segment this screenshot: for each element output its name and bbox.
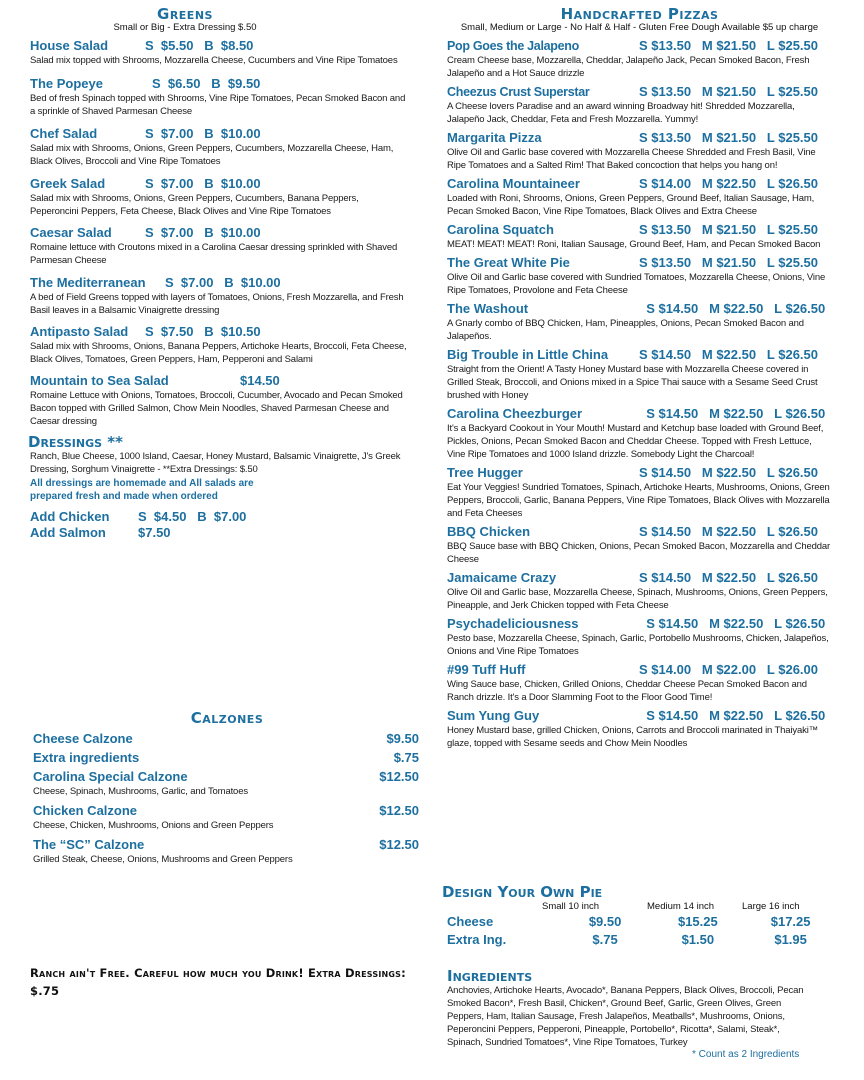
pizza-desc: Eat Your Veggies! Sundried Tomatoes, Spinach, Artichoke Hearts, Mushrooms, Onions, Green Peppers, Broccoli, Garlic, Banana Peppers, Vine Ripe Tomatoes, Black Olives with Mozzarella and Feta Cheeses [447,482,830,519]
pizza-head [447,524,837,540]
pizza-desc: Straight from the Orient! A Tasty Honey Mustard base with Mozzarella Cheese covered in Grilled Steak, Broccoli, and Onions mixed in a Spice Thai sauce with a Sesame Seed Crust brushed with Honey [447,364,818,401]
pizza-head [447,708,837,724]
calzone-row [33,837,419,853]
ranch-note [30,964,430,1000]
salad-desc: Salad mix with Shrooms, Onions, Green Peppers, Cucumbers, Mozzarella Cheese, Ham, Black Olives, Broccoli and Vine Ripe Tomatoes [30,143,394,167]
pizza-item [447,708,837,750]
salad-desc: A bed of Field Greens topped with layers of Tomatoes, Onions, Fresh Mozzarella, and Fresh Basil leaves in a Balsamic Vinaigrette dressing [30,292,404,316]
calzone-item [33,750,421,766]
calzone-item [33,731,421,747]
calzone-row [33,731,419,747]
pizza-price: S $14.00 M $22.50 L $26.50 [639,176,818,191]
pizza-item [447,255,837,297]
pizza-desc: A Cheese lovers Paradise and an award winning Broadway hit! Shredded Mozzarella, Jalapeño Jack, Cheddar, Feta and Fresh Mozzarella. Yummy! [447,101,795,125]
pizza-desc: Honey Mustard base, grilled Chicken, Onions, Carrots and Broccoli marinated in Thaiyaki™ glaze, topped with Sesame seeds and Chow Mein Noodles [447,725,819,749]
salad-name: Chef Salad [30,126,98,141]
pizza-desc: MEAT! MEAT! MEAT! Roni, Italian Sausage, Ground Beef, Ham, and Pecan Smoked Bacon [447,239,821,250]
calzone-desc: Cheese, Chicken, Mushrooms, Onions and Green Peppers [33,820,274,831]
salad-desc: Romaine lettuce with Croutons mixed in a Carolina Caesar dressing sprinkled with Shaved Parmesan Cheese [30,242,398,266]
pizza-name: Carolina Mountaineer [447,176,580,191]
salad-price: S $7.00 B $10.00 [145,225,261,240]
pizzas-section [447,6,837,34]
pizza-name: Sum Yung Guy [447,708,540,723]
pizza-name: The Washout [447,301,529,316]
salad-item [30,76,430,118]
calzone-item [33,769,421,798]
pizza-item [447,570,837,612]
pizza-head [447,301,837,317]
pizza-price: S $13.50 M $21.50 L $25.50 [639,84,818,99]
salad-item [30,275,430,317]
greens-list [30,38,430,428]
salad-price: S $7.50 B $10.50 [145,324,261,339]
calzone-desc: Grilled Steak, Cheese, Onions, Mushrooms and Green Peppers [33,854,293,865]
design-price: $1.50 [681,932,715,947]
ingredients-desc: Anchovies, Artichoke Hearts, Avocado*, Banana Peppers, Black Olives, Broccoli, Pecan Smoked Bacon*, Fresh Basil, Chicken*, Ground Beef, Garlic, Green Olives, Green Peppers, Ham, Italian Sausage, Fresh Jalapeños, Meatballs*, Mushrooms, Onions, Peperoncini Peppers, Pepperoni, Pineapple, Portobello*, Ricotta*, Salami, Steak*, Spinach, Sundried Tomatoes*, Vine Ripe Tomatoes, Turkey [447,985,804,1048]
pizza-desc: Loaded with Roni, Shrooms, Onions, Green Peppers, Ground Beef, Italian Sausage, Ham, Pecan Smoked Bacon, Vine Ripe Tomatoes, Black Olives and Extra Cheese [447,193,815,217]
calzone-item [33,837,421,866]
calzone-price: $12.50 [379,769,419,784]
design-rows [447,913,837,949]
pizza-name: BBQ Chicken [447,524,531,539]
salad-name: Greek Salad [30,176,106,191]
addon-row [30,525,430,541]
pizza-head [447,662,837,678]
pizza-head [447,130,837,146]
calzone-price: $9.50 [386,731,419,746]
pizza-head [447,38,837,54]
salad-desc: Salad mix with Shrooms, Onions, Green Peppers, Cucumbers, Banana Peppers, Peperoncini Peppers, Feta Cheese, Black Olives and Vine Ripe Tomatoes [30,193,359,217]
salad-item-head [30,373,430,389]
pizzas-subtitle: Small, Medium or Large - No Half & Half - Gluten Free Dough Available $5 up charge [460,22,819,33]
greens-section [30,6,340,34]
ingredients-note: * Count as 2 Ingredients [692,1049,800,1060]
pizza-name: Psychadeliciousness [447,616,579,631]
dressings-note: All dressings are homemade and All salads are prepared fresh and made when ordered [30,478,254,502]
pizza-head [447,255,837,271]
size-large-label: Large 16 inch [742,901,800,912]
calzone-price: $12.50 [379,837,419,852]
salad-name: House Salad [30,38,109,53]
ingredients-title: Ingredients [447,967,533,985]
salad-item-head [30,176,430,192]
pizza-desc: Olive Oil and Garlic base, Mozzarella Cheese, Spinach, Mushrooms, Onions, Green Peppers, Pineapple, and Jerk Chicken topped with Feta Cheese [447,587,828,611]
salad-item [30,126,430,168]
salad-price: S $6.50 B $9.50 [152,76,261,91]
calzone-row [33,769,419,785]
size-medium-label: Medium 14 inch [647,901,715,912]
dressings-desc: Ranch, Blue Cheese, 1000 Island, Caesar, Honey Mustard, Balsamic Vinaigrette, J's Greek Dressing, Sorghum Vinaigrette - **Extra Dressings: $.50 [30,451,401,475]
ingredients-section [447,968,832,1061]
calzone-item [33,803,421,832]
size-small-label: Small 10 inch [542,901,600,912]
pizza-name: Tree Hugger [447,465,523,480]
salad-item [30,324,430,366]
pizza-item [447,38,837,80]
salad-price: S $5.50 B $8.50 [145,38,254,53]
calzone-name: Chicken Calzone [33,803,138,818]
salad-desc: Bed of fresh Spinach topped with Shrooms, Vine Ripe Tomatoes, Pecan Smoked Bacon and a sprinkle of Shaved Parmesan Cheese [30,93,406,117]
pizza-item [447,176,837,218]
pizza-name: The Great White Pie [447,255,570,270]
salad-price: S $7.00 B $10.00 [145,176,261,191]
design-row [447,913,837,931]
addon-price: $7.50 [138,525,171,540]
addon-list [30,509,430,541]
pizza-price: S $14.00 M $22.00 L $26.00 [639,662,818,677]
salad-item [30,176,430,218]
salad-price: S $7.00 B $10.00 [145,126,261,141]
salad-item-head [30,38,430,54]
pizza-name: Pop Goes the Jalapeno [447,39,579,53]
pizza-price: S $14.50 M $22.50 L $26.50 [639,570,818,585]
salad-item-head [30,324,430,340]
pizza-name: Jamaicame Crazy [447,570,557,585]
pizza-price: S $14.50 M $22.50 L $26.50 [639,406,826,421]
pizza-item [447,84,837,126]
pizza-head [447,406,837,422]
pizza-item [447,465,837,520]
pizza-price: S $14.50 M $22.50 L $26.50 [639,616,826,631]
greens-title: Greens [157,5,213,23]
pizza-desc: Olive Oil and Garlic base covered with Sundried Tomatoes, Mozzarella Cheese, Onions, Vine Ripe Tomatoes, Provolone and Feta Cheese [447,272,826,296]
dressings-title: Dressings ** [28,433,123,451]
design-section [442,884,837,949]
salad-name: Mountain to Sea Salad [30,373,169,388]
design-row [447,931,837,949]
design-row-name: Extra Ing. [447,932,507,947]
calzone-price: $12.50 [379,803,419,818]
pizza-name: Carolina Cheezburger [447,406,583,421]
pizza-desc: A Gnarly combo of BBQ Chicken, Ham, Pineapples, Onions, Pecan Smoked Bacon and Jalapeños. [447,318,804,342]
addon-name: Add Salmon [30,525,106,540]
design-size-headers [542,901,837,913]
salad-item [30,373,430,428]
pizza-head [447,465,837,481]
salad-name: The Mediterranean [30,275,146,290]
addon-price: S $4.50 B $7.00 [138,509,247,524]
addon-name: Add Chicken [30,509,110,524]
design-row-name: Cheese [447,914,494,929]
pizza-head [447,222,837,238]
pizza-price: S $14.50 M $22.50 L $26.50 [639,708,826,723]
greens-subtitle: Small or Big - Extra Dressing $.50 [113,22,257,33]
calzone-row [33,803,419,819]
salad-name: Caesar Salad [30,225,112,240]
calzone-desc: Cheese, Spinach, Mushrooms, Garlic, and Tomatoes [33,786,248,797]
pizza-name: Big Trouble in Little China [447,347,609,362]
pizza-desc: Olive Oil and Garlic base covered with Mozzarella Cheese Shredded and Fresh Basil, Vine Ripe Tomatoes and a Salted Rim! That Baked concoction that helps you hang on! [447,147,816,171]
salad-item [30,225,430,267]
salad-item-head [30,126,430,142]
pizza-head [447,616,837,632]
pizza-price: S $14.50 M $22.50 L $26.50 [639,347,818,362]
calzones-list [33,731,421,866]
pizza-price: S $13.50 M $21.50 L $25.50 [639,222,818,237]
pizza-desc: Pesto base, Mozzarella Cheese, Spinach, Garlic, Portobello Mushrooms, Chicken, Jalapeños, Onions and Vine Ripe Tomatoes [447,633,829,657]
pizza-item [447,616,837,658]
pizza-price: S $14.50 M $22.50 L $26.50 [639,301,826,316]
ranch-note-text: Ranch ain't Free. Careful how much you Drink! Extra Dressings: $.75 [30,966,406,998]
salad-name: Antipasto Salad [30,324,129,339]
calzone-name: The “SC” Calzone [33,837,145,852]
pizza-head [447,347,837,363]
salad-desc: Salad mix with Shrooms, Onions, Banana Peppers, Artichoke Hearts, Broccoli, Feta Cheese, Black Olives, Tomatoes, Green Peppers, Ham, Pepperoni and Salami [30,341,407,365]
design-price: $1.95 [774,932,807,947]
pizza-item [447,347,837,402]
pizzas-title: Handcrafted Pizzas [560,5,719,23]
design-price: $.75 [592,932,618,947]
pizza-list [447,38,837,750]
salad-price: $14.50 [240,373,280,388]
pizza-name: Margarita Pizza [447,130,542,145]
salad-price: S $7.00 B $10.00 [165,275,281,290]
calzone-name: Carolina Special Calzone [33,769,188,784]
design-price: $9.50 [588,914,622,929]
pizza-item [447,130,837,172]
pizza-price: S $13.50 M $21.50 L $25.50 [639,130,818,145]
pizza-desc: Wing Sauce base, Chicken, Grilled Onions, Cheddar Cheese Pecan Smoked Bacon and Ranch drizzle. It's a Door Slamming Foot to the Floor Good Time! [447,679,807,703]
pizza-price: S $14.50 M $22.50 L $26.50 [639,465,818,480]
pizza-name: Carolina Squatch [447,222,554,237]
pizza-price: S $13.50 M $21.50 L $25.50 [639,255,818,270]
pizza-item [447,524,837,566]
right-column [442,5,837,1060]
salad-item-head [30,275,430,291]
pizza-head [447,84,837,100]
pizza-desc: Cream Cheese base, Mozzarella, Cheddar, Jalapeño Jack, Pecan Smoked Bacon, Fresh Jalapeño and a Hot Sauce drizzle [447,55,810,79]
calzone-price: $.75 [393,750,419,765]
calzone-name: Extra ingredients [33,750,140,765]
pizza-item [447,662,837,704]
calzone-row [33,750,419,766]
design-title: Design Your Own Pie [442,883,603,901]
pizza-price: S $13.50 M $21.50 L $25.50 [639,38,818,53]
pizza-name: Cheezus Crust Superstar [447,85,590,99]
design-price: $17.25 [770,914,811,929]
salad-item [30,38,430,67]
salad-desc: Romaine Lettuce with Onions, Tomatoes, Broccoli, Cucumber, Avocado and Pecan Smoked Bacon topped with Grilled Salmon, Chow Mein Noodles, Shaved Parmesan Cheese and Caesar dressing [30,390,403,427]
calzones-section [33,710,421,871]
left-column [28,5,430,998]
salad-item-head [30,76,430,92]
pizza-item [447,301,837,343]
salad-name: The Popeye [30,76,103,91]
addon-row [30,509,430,525]
pizza-item [447,222,837,251]
pizza-item [447,406,837,461]
pizza-desc: It's a Backyard Cookout in Your Mouth! Mustard and Ketchup base loaded with Ground Beef, Pickles, Onions, Pecan Smoked Bacon and Cheddar Cheese. Topped with Fresh Lettuce, Vine Ripe Tomatoes and 1000 Island drizzle. Somebody Light the Charcoal! [447,423,824,460]
calzones-title: Calzones [190,709,264,727]
calzone-name: Cheese Calzone [33,731,133,746]
pizza-name: #99 Tuff Huff [447,662,526,677]
dressings-section [30,434,430,541]
salad-item-head [30,225,430,241]
salad-desc: Salad mix topped with Shrooms, Mozzarella Cheese, Cucumbers and Vine Ripe Tomatoes [30,55,398,66]
pizza-price: S $14.50 M $22.50 L $26.50 [639,524,818,539]
pizza-head [447,570,837,586]
design-price: $15.25 [677,914,718,929]
pizza-desc: BBQ Sauce base with BBQ Chicken, Onions, Pecan Smoked Bacon, Mozzarella and Cheddar Cheese [447,541,831,565]
pizza-head [447,176,837,192]
